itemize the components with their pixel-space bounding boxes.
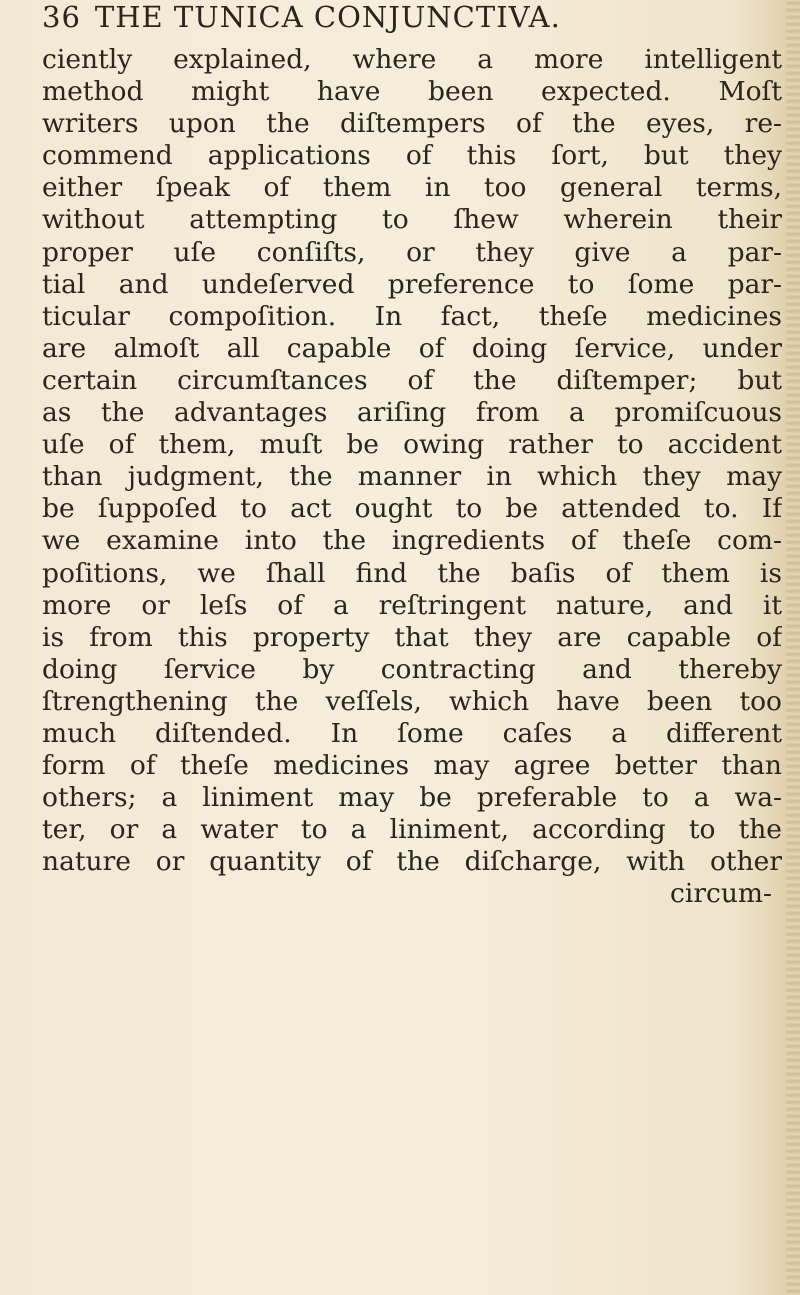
text-line: commend applications of this ſort, but they — [42, 140, 782, 172]
text-line: is from this property that they are capable of — [42, 621, 782, 653]
page-header — [42, 0, 782, 48]
text-line: be ſuppoſed to act ought to be attended to. If — [42, 493, 782, 525]
catchword: circum- — [670, 878, 772, 910]
text-line: ter, or a water to a liniment, according to the — [42, 814, 782, 846]
text-line: nature or quantity of the diſcharge, with other — [42, 846, 782, 878]
text-line: poſitions, we ſhall find the baſis of them is — [42, 557, 782, 589]
text-line: method might have been expected. Moſt — [42, 76, 782, 108]
text-line: ticular compoſition. In fact, theſe medicines — [42, 300, 782, 332]
text-line: uſe of them, muſt be owing rather to accident — [42, 429, 782, 461]
text-line: form of theſe medicines may agree better than — [42, 750, 782, 782]
text-line: much diſtended. In ſome caſes a different — [42, 717, 782, 749]
text-line: more or leſs of a reſtringent nature, and it — [42, 589, 782, 621]
running-title: THE TUNICA CONJUNCTIVA. — [94, 0, 561, 34]
text-line: are almoſt all capable of doing ſervice, under — [42, 332, 782, 364]
text-line: without attempting to ſhew wherein their — [42, 204, 782, 236]
page-number: 36 — [42, 0, 81, 34]
text-line: writers upon the diſtempers of the eyes, re- — [42, 108, 782, 140]
text-line: we examine into the ingredients of theſe com- — [42, 525, 782, 557]
text-line: either ſpeak of them in too general terms, — [42, 172, 782, 204]
text-line: than judgment, the manner in which they may — [42, 461, 782, 493]
body-text — [42, 44, 782, 911]
text-line: certain circumſtances of the diſtemper; but — [42, 364, 782, 396]
page-edge — [786, 0, 800, 1295]
text-line: ſtrengthening the veſſels, which have been too — [42, 685, 782, 717]
text-line: ciently explained, where a more intelligent — [42, 44, 782, 75]
text-line: tial and undeſerved preference to ſome par- — [42, 268, 782, 300]
text-line: others; a liniment may be preferable to a wa- — [42, 782, 782, 814]
text-line: as the advantages ariſing from a promiſcuous — [42, 397, 782, 429]
text-line: proper uſe conſiſts, or they give a par- — [42, 236, 782, 268]
text-line: doing ſervice by contracting and thereby — [42, 653, 782, 685]
